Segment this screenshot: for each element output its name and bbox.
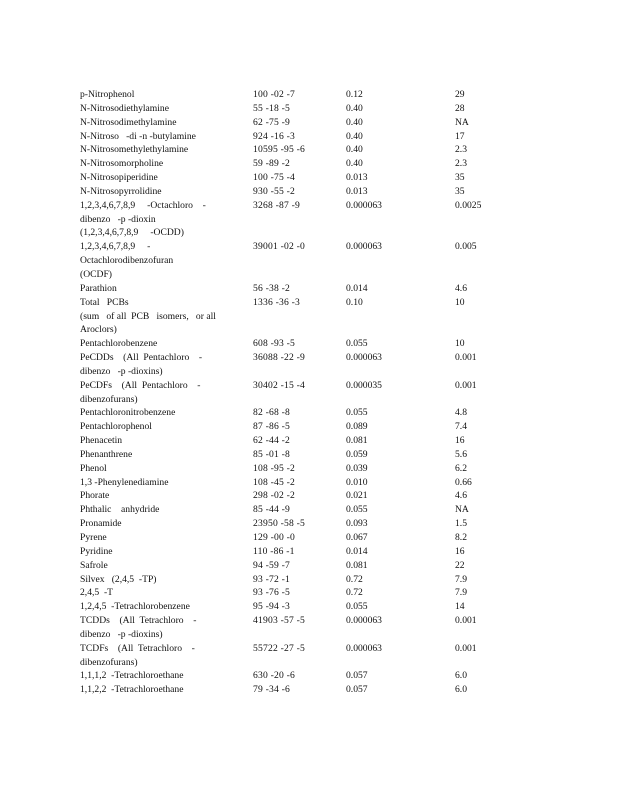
cas-number-cell: 85 -01 -8: [253, 448, 290, 460]
cas-number-cell: 39001 -02 -0: [253, 241, 305, 253]
value-2-cell: 28: [455, 102, 465, 114]
chemical-name-line: Phthalic anhydride: [80, 504, 160, 516]
cas-number-cell: 95 -94 -3: [253, 601, 290, 613]
table-row: [80, 573, 515, 587]
cas-number-cell: 110 -86 -1: [253, 545, 295, 557]
chemical-name-cell: [80, 642, 253, 670]
chemical-name-line: Phenacetin: [80, 435, 123, 447]
chemical-name-line: Pentachlorobenzene: [80, 338, 158, 350]
chemical-name-line: N-Nitroso -di -n -butylamine: [80, 130, 196, 142]
value-2-cell: 6.0: [455, 684, 467, 696]
chemical-name-cell: [80, 116, 253, 130]
cas-number-cell: 56 -38 -2: [253, 282, 290, 294]
table-row: [80, 143, 515, 157]
value-1-cell: 0.72: [346, 573, 363, 585]
value-1-cell: 0.055: [346, 504, 368, 516]
chemical-table-body: [80, 88, 515, 697]
table-row: [80, 489, 515, 503]
value-2-cell: 0.66: [455, 476, 472, 488]
table-row: [80, 586, 515, 600]
cas-number-cell: 108 -95 -2: [253, 462, 295, 474]
chemical-name-line: 1,1,2,2 -Tetrachloroethane: [80, 684, 184, 696]
table-row: [80, 157, 515, 171]
table-row: [80, 420, 515, 434]
value-2-cell: 0.001: [455, 379, 477, 391]
chemical-name-line: Phenanthrene: [80, 448, 133, 460]
value-1-cell: 0.40: [346, 144, 363, 156]
cas-number-cell: 924 -16 -3: [253, 130, 295, 142]
table-row: [80, 185, 515, 199]
value-2-cell: 10: [455, 338, 465, 350]
cas-number-cell: 30402 -15 -4: [253, 379, 305, 391]
chemical-name-line: Pronamide: [80, 518, 122, 530]
value-2-cell: 0.001: [455, 352, 477, 364]
cas-number-cell: 108 -45 -2: [253, 476, 295, 488]
cas-number-cell: 62 -44 -2: [253, 435, 290, 447]
value-1-cell: 0.067: [346, 532, 368, 543]
chemical-name-line: p-Nitrophenol: [80, 89, 135, 100]
value-2-cell: 7.4: [455, 421, 467, 433]
chemical-name-line: Parathion: [80, 282, 117, 294]
table-row: [80, 476, 515, 490]
table-row: [80, 462, 515, 476]
cas-number-cell: 59 -89 -2: [253, 158, 290, 170]
value-1-cell: 0.000063: [346, 241, 382, 253]
value-1-cell: 0.40: [346, 102, 363, 114]
chemical-name-line: 1,1,1,2 -Tetrachloroethane: [80, 670, 184, 682]
chemical-name-cell: [80, 185, 253, 199]
value-1-cell: 0.12: [346, 89, 363, 100]
value-1-cell: 0.000063: [346, 642, 382, 654]
table-row: [80, 642, 515, 670]
chemical-name-cell: [80, 669, 253, 683]
table-row: [80, 351, 515, 379]
value-1-cell: 0.059: [346, 448, 368, 460]
cas-number-cell: 3268 -87 -9: [253, 199, 300, 211]
value-2-cell: 1.5: [455, 518, 467, 530]
chemical-name-line: N-Nitrosomethylethylamine: [80, 144, 189, 156]
cas-number-cell: 55722 -27 -5: [253, 642, 305, 654]
chemical-name-line: Pentachlorophenol: [80, 421, 152, 433]
value-2-cell: 2.3: [455, 158, 467, 170]
cas-number-cell: 630 -20 -6: [253, 670, 295, 682]
value-2-cell: 0.0025: [455, 199, 482, 211]
chemical-name-line: Safrole: [80, 559, 108, 571]
table-row: [80, 448, 515, 462]
chemical-name-cell: [80, 531, 253, 545]
value-1-cell: 0.093: [346, 518, 368, 530]
value-1-cell: 0.081: [346, 435, 368, 447]
table-row: [80, 503, 515, 517]
value-1-cell: 0.010: [346, 476, 368, 488]
chemical-name-line: PeCDFs (All Pentachloro -: [80, 379, 201, 391]
value-1-cell: 0.10: [346, 296, 363, 308]
value-1-cell: 0.000063: [346, 615, 382, 627]
value-2-cell: 14: [455, 601, 465, 613]
chemical-name-line: 1,2,3,4,6,7,8,9 -Octachloro -: [80, 199, 206, 211]
value-2-cell: 17: [455, 130, 465, 142]
value-1-cell: 0.40: [346, 158, 363, 170]
cas-number-cell: 1336 -36 -3: [253, 296, 300, 308]
value-1-cell: 0.081: [346, 559, 368, 571]
cas-number-cell: 94 -59 -7: [253, 559, 290, 571]
value-2-cell: 7.9: [455, 573, 467, 585]
chemical-name-line: 1,2,3,4,6,7,8,9 -: [80, 241, 151, 253]
cas-number-cell: 62 -75 -9: [253, 116, 290, 128]
table-row: [80, 171, 515, 185]
chemical-name-line: Pentachloronitrobenzene: [80, 407, 176, 419]
chemical-name-cell: [80, 282, 253, 296]
value-1-cell: 0.055: [346, 407, 368, 419]
value-1-cell: 0.000063: [346, 199, 382, 211]
value-1-cell: 0.021: [346, 490, 368, 502]
chemical-name-cell: [80, 476, 253, 490]
chemical-name-line: (sum of all PCB isomers, or all: [80, 310, 216, 322]
value-1-cell: 0.057: [346, 670, 368, 682]
table-row: [80, 116, 515, 130]
chemical-name-cell: [80, 351, 253, 379]
value-2-cell: NA: [455, 116, 469, 128]
chemical-name-line: TCDFs (All Tetrachloro -: [80, 642, 195, 654]
table-row: [80, 517, 515, 531]
chemical-name-cell: [80, 434, 253, 448]
value-1-cell: 0.014: [346, 545, 368, 557]
chemical-name-cell: [80, 448, 253, 462]
chemical-name-line: Phorate: [80, 490, 110, 502]
table-row: [80, 683, 515, 697]
cas-number-cell: 87 -86 -5: [253, 421, 290, 433]
chemical-name-line: dibenzo -p -dioxin: [80, 213, 156, 225]
value-1-cell: 0.000063: [346, 352, 382, 364]
chemical-name-cell: [80, 573, 253, 587]
chemical-name-line: TCDDs (All Tetrachloro -: [80, 615, 197, 627]
chemical-table: [80, 88, 515, 697]
value-1-cell: 0.039: [346, 462, 368, 474]
chemical-name-cell: [80, 171, 253, 185]
chemical-name-cell: [80, 489, 253, 503]
value-1-cell: 0.40: [346, 130, 363, 142]
chemical-name-cell: [80, 683, 253, 697]
chemical-name-line: Aroclors): [80, 324, 117, 336]
chemical-name-line: N-Nitrosopiperidine: [80, 172, 158, 184]
value-2-cell: 2.3: [455, 144, 467, 156]
chemical-name-cell: [80, 420, 253, 434]
chemical-name-line: (1,2,3,4,6,7,8,9 -OCDD): [80, 227, 184, 239]
value-2-cell: NA: [455, 504, 469, 516]
value-2-cell: 22: [455, 559, 465, 571]
value-2-cell: 4.6: [455, 490, 467, 502]
chemical-name-cell: [80, 406, 253, 420]
chemical-name-line: Total PCBs: [80, 296, 129, 308]
table-row: [80, 434, 515, 448]
chemical-name-line: Pyridine: [80, 545, 113, 557]
cas-number-cell: 608 -93 -5: [253, 338, 295, 350]
chemical-name-line: dibenzo -p -dioxins): [80, 365, 163, 377]
table-row: [80, 199, 515, 241]
cas-number-cell: 85 -44 -9: [253, 504, 290, 516]
value-2-cell: 0.001: [455, 615, 477, 627]
cas-number-cell: 82 -68 -8: [253, 407, 290, 419]
chemical-name-line: Silvex (2,4,5 -TP): [80, 573, 157, 585]
cas-number-cell: 23950 -58 -5: [253, 518, 305, 530]
chemical-name-line: Octachlorodibenzofuran: [80, 255, 174, 267]
chemical-name-line: N-Nitrosodimethylamine: [80, 116, 177, 128]
value-1-cell: 0.055: [346, 338, 368, 350]
value-2-cell: 16: [455, 435, 465, 447]
value-1-cell: 0.013: [346, 172, 368, 184]
value-2-cell: 4.8: [455, 407, 467, 419]
value-2-cell: 8.2: [455, 532, 467, 543]
cas-number-cell: 93 -76 -5: [253, 587, 290, 599]
table-row: [80, 282, 515, 296]
value-1-cell: 0.40: [346, 116, 363, 128]
chemical-name-cell: [80, 559, 253, 573]
chemical-name-cell: [80, 462, 253, 476]
chemical-name-cell: [80, 102, 253, 116]
cas-number-cell: 100 -02 -7: [253, 89, 295, 100]
chemical-name-line: 2,4,5 -T: [80, 587, 114, 599]
cas-number-cell: 129 -00 -0: [253, 532, 295, 543]
chemical-name-line: PeCDDs (All Pentachloro -: [80, 352, 203, 364]
value-1-cell: 0.72: [346, 587, 363, 599]
table-row: [80, 406, 515, 420]
chemical-name-line: N-Nitrosopyrrolidine: [80, 185, 162, 197]
table-row: [80, 545, 515, 559]
value-2-cell: 35: [455, 172, 465, 184]
chemical-name-cell: [80, 337, 253, 351]
table-row: [80, 559, 515, 573]
table-row: [80, 614, 515, 642]
chemical-name-cell: [80, 199, 253, 241]
value-2-cell: 6.2: [455, 462, 467, 474]
cas-number-cell: 298 -02 -2: [253, 490, 295, 502]
value-1-cell: 0.013: [346, 185, 368, 197]
chemical-name-line: N-Nitrosodiethylamine: [80, 102, 169, 114]
value-1-cell: 0.089: [346, 421, 368, 433]
table-row: [80, 102, 515, 116]
chemical-name-cell: [80, 379, 253, 407]
value-2-cell: 5.6: [455, 448, 467, 460]
value-1-cell: 0.014: [346, 282, 368, 294]
table-row: [80, 296, 515, 338]
chemical-name-cell: [80, 143, 253, 157]
cas-number-cell: 36088 -22 -9: [253, 352, 305, 364]
chemical-name-line: Phenol: [80, 462, 107, 474]
table-row: [80, 337, 515, 351]
cas-number-cell: 10595 -95 -6: [253, 144, 305, 156]
chemical-name-line: dibenzofurans): [80, 393, 138, 405]
table-row: [80, 130, 515, 144]
value-2-cell: 10: [455, 296, 465, 308]
value-2-cell: 0.005: [455, 241, 477, 253]
cas-number-cell: 930 -55 -2: [253, 185, 295, 197]
chemical-name-line: dibenzofurans): [80, 656, 138, 668]
value-1-cell: 0.055: [346, 601, 368, 613]
table-row: [80, 600, 515, 614]
table-row: [80, 240, 515, 282]
table-row: [80, 88, 515, 102]
chemical-name-cell: [80, 296, 253, 338]
chemical-name-cell: [80, 517, 253, 531]
cas-number-cell: 55 -18 -5: [253, 102, 290, 114]
chemical-name-line: Pyrene: [80, 532, 107, 543]
chemical-name-line: 1,3 -Phenylenediamine: [80, 476, 169, 488]
table-row: [80, 531, 515, 545]
value-2-cell: 4.6: [455, 282, 467, 294]
chemical-name-line: (OCDF): [80, 268, 112, 280]
value-2-cell: 0.001: [455, 642, 477, 654]
chemical-name-line: N-Nitrosomorpholine: [80, 158, 164, 170]
value-2-cell: 16: [455, 545, 465, 557]
chemical-name-cell: [80, 130, 253, 144]
cas-number-cell: 41903 -57 -5: [253, 615, 305, 627]
value-2-cell: 7.9: [455, 587, 467, 599]
chemical-name-cell: [80, 240, 253, 282]
table-row: [80, 379, 515, 407]
chemical-name-line: dibenzo -p -dioxins): [80, 628, 163, 640]
value-1-cell: 0.000035: [346, 379, 382, 391]
chemical-name-cell: [80, 88, 253, 102]
chemical-name-cell: [80, 586, 253, 600]
cas-number-cell: 100 -75 -4: [253, 172, 295, 184]
value-2-cell: 29: [455, 89, 465, 100]
value-1-cell: 0.057: [346, 684, 368, 696]
chemical-name-cell: [80, 503, 253, 517]
value-2-cell: 35: [455, 185, 465, 197]
value-2-cell: 6.0: [455, 670, 467, 682]
cas-number-cell: 79 -34 -6: [253, 684, 290, 696]
chemical-name-cell: [80, 614, 253, 642]
table-row: [80, 669, 515, 683]
cas-number-cell: 93 -72 -1: [253, 573, 290, 585]
chemical-name-line: 1,2,4,5 -Tetrachlorobenzene: [80, 601, 190, 613]
chemical-name-cell: [80, 545, 253, 559]
chemical-name-cell: [80, 157, 253, 171]
chemical-name-cell: [80, 600, 253, 614]
